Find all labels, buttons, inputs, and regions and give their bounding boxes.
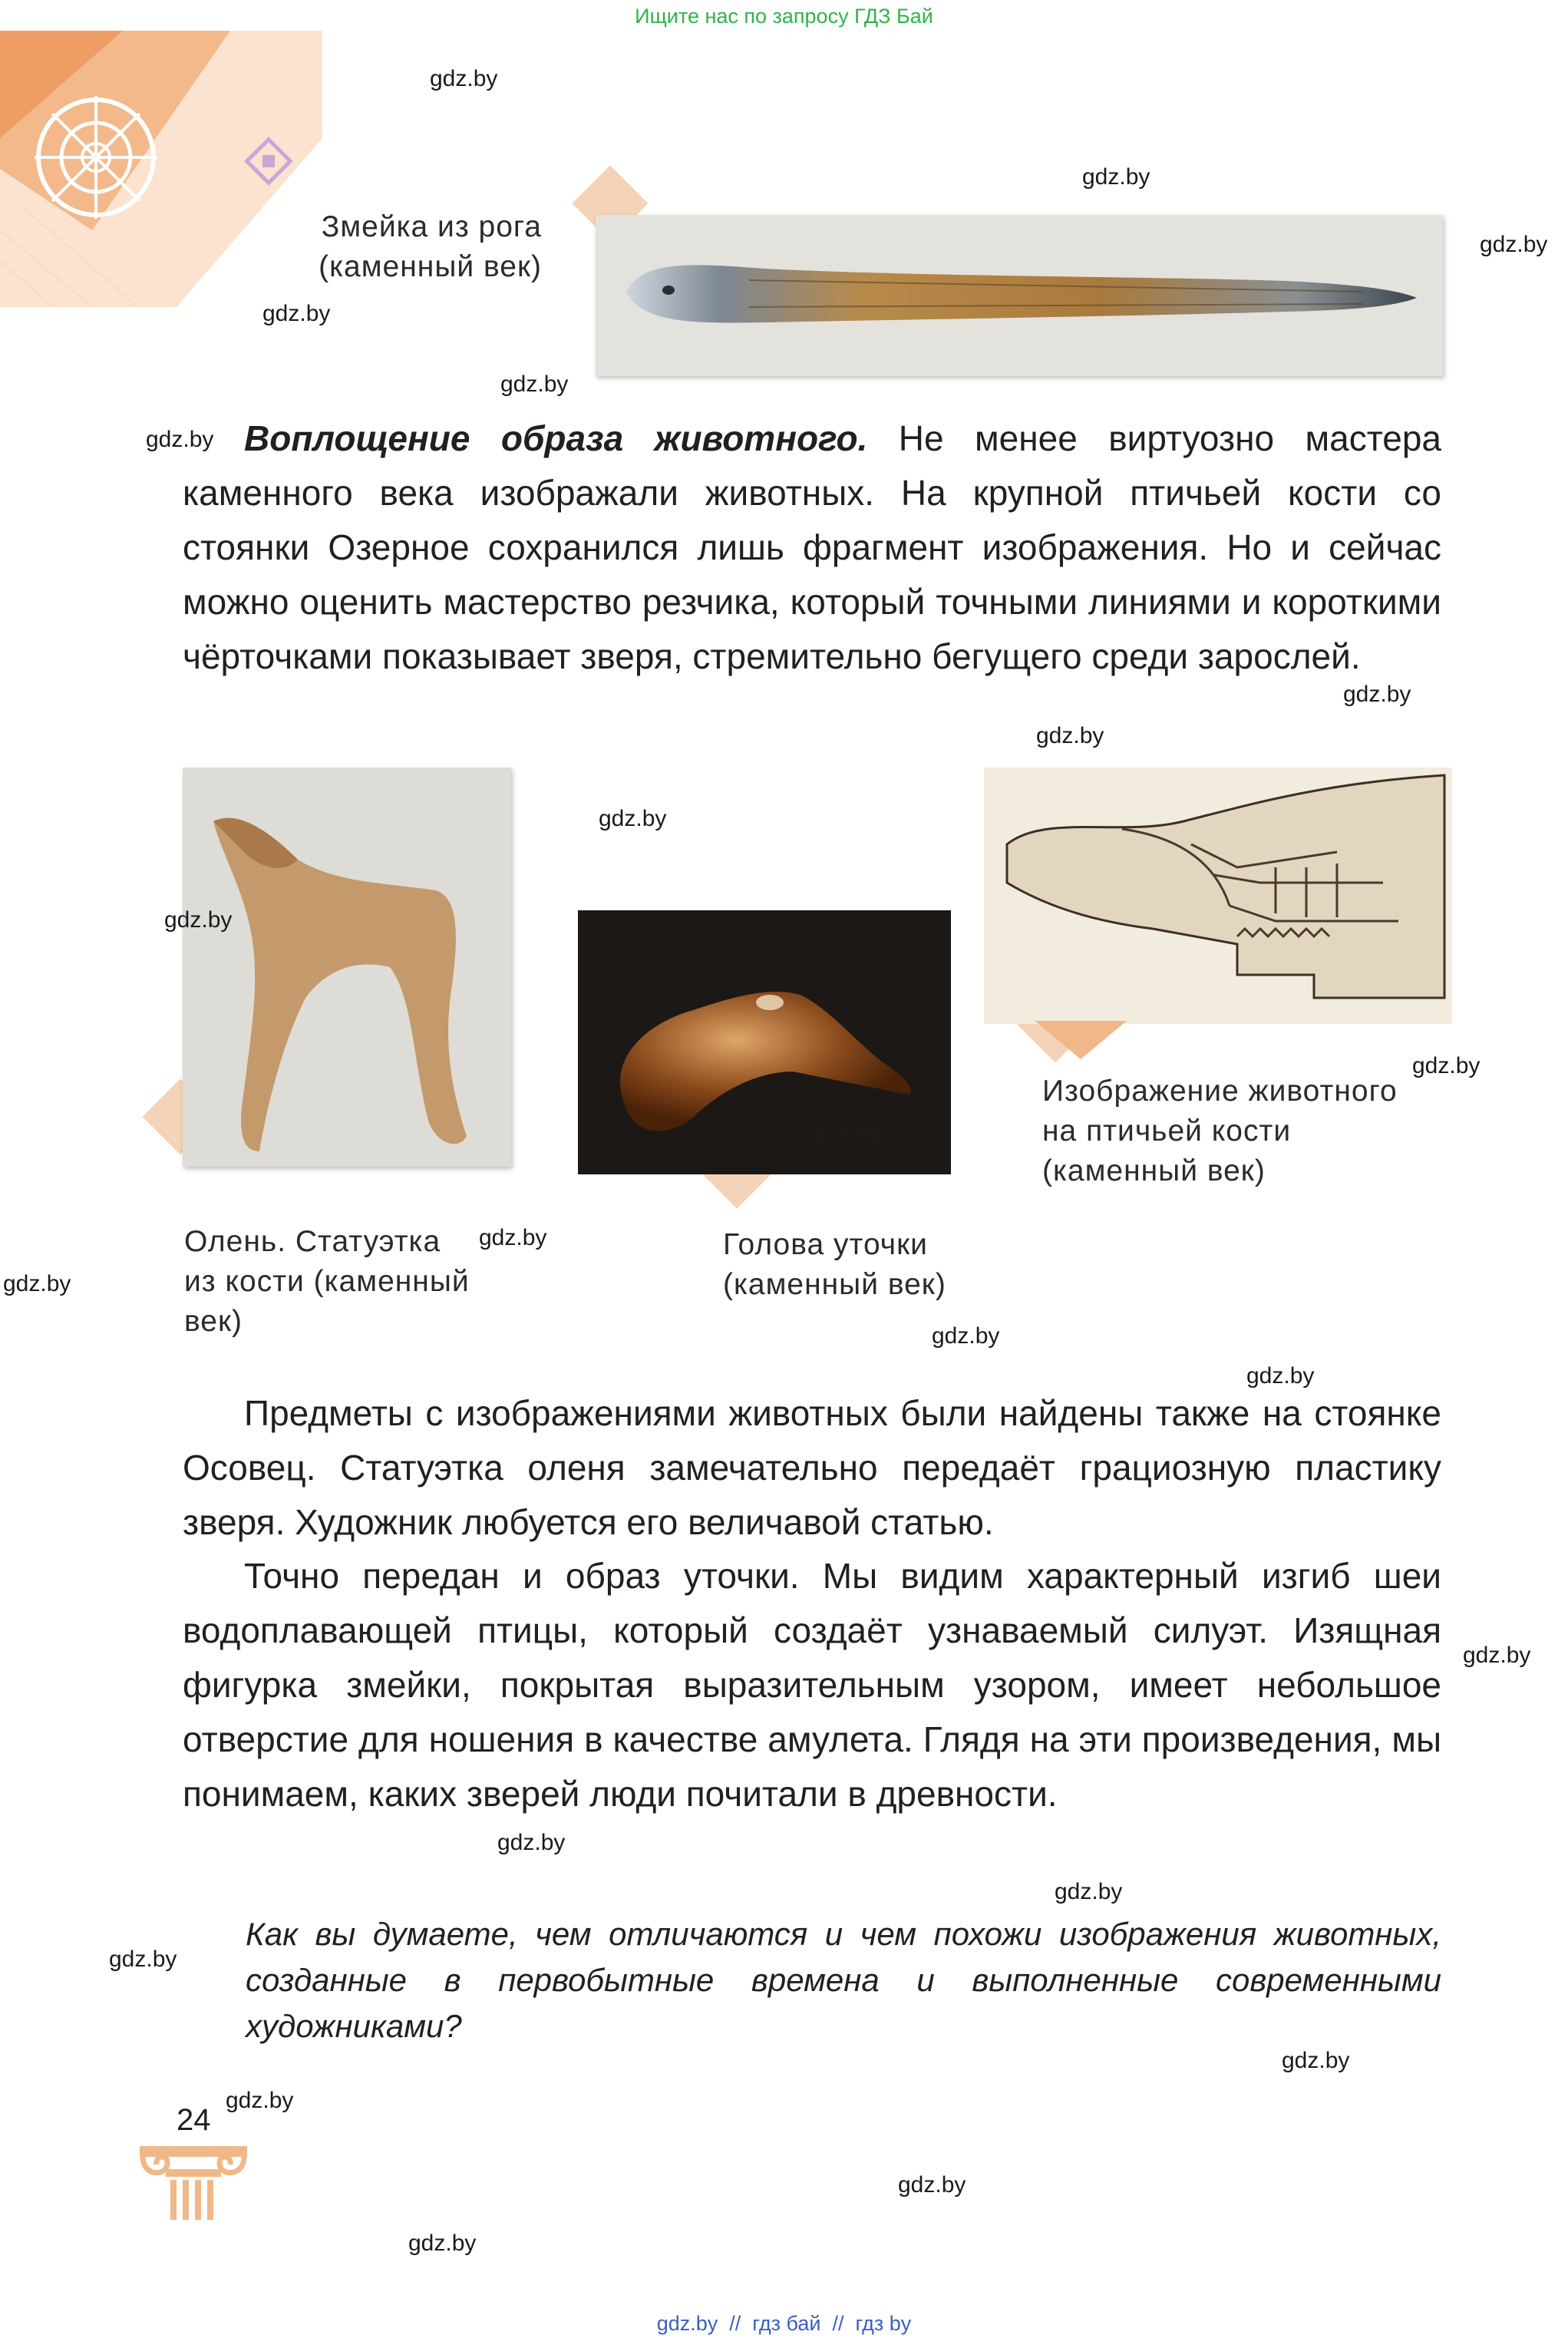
caption-line: Олень. Статуэтка	[184, 1225, 441, 1258]
watermark: gdz.by	[1463, 1643, 1531, 1668]
watermark: gdz.by	[1282, 2048, 1350, 2073]
deer-photo	[183, 768, 511, 1167]
watermark: gdz.by	[1036, 723, 1104, 748]
shell-ornament-icon	[0, 31, 322, 307]
paragraph-intro	[183, 411, 1441, 684]
deer-caption	[184, 1222, 507, 1342]
top-banner[interactable]: Ищите нас по запросу ГДЗ Бай	[635, 5, 933, 28]
watermark: gdz.by	[500, 372, 569, 397]
watermark: gdz.by	[109, 1947, 177, 1972]
watermark: gdz.by	[898, 2172, 966, 2198]
paragraph-text: Не менее виртуозно мастера каменного века изображали животных. На крупной птичьей кости со стоянки Озерное сохранился лишь фрагмент изображения. Но и сейчас можно оценить мастерство резчика, который точными линиями и короткими чёрточками показывает зверя, стремительно бегущего среди зарослей.	[183, 418, 1442, 676]
question-text: Как вы думаете, чем отличаются и чем похожи изображения животных, созданные в первобытные времена и выполненные современными художниками?	[246, 1916, 1441, 2044]
duck-photo	[578, 910, 951, 1174]
caption-line: на птичьей кости	[1042, 1115, 1292, 1148]
footer-links[interactable]: gdz.by // гдз бай // гдз by	[656, 2312, 912, 2335]
watermark: gdz.by	[430, 66, 498, 91]
watermark: gdz.by	[814, 1121, 882, 1146]
watermark: gdz.by	[164, 907, 233, 933]
caption-line: (каменный век)	[1042, 1154, 1266, 1187]
animal-bone-photo	[984, 768, 1452, 1024]
caption-line: (каменный век)	[723, 1268, 946, 1301]
watermark: gdz.by	[408, 2231, 477, 2256]
watermark: gdz.by	[226, 2088, 294, 2113]
caption-line: век)	[184, 1305, 243, 1338]
page-number: 24	[177, 2103, 211, 2137]
watermark: gdz.by	[1412, 1053, 1481, 1078]
caption-line: Изображение животного	[1042, 1075, 1398, 1108]
caption-line: Змейка из рога	[321, 210, 542, 243]
caption-line: Голова уточки	[723, 1228, 928, 1261]
corner-ornament	[0, 31, 322, 307]
caption-line: (каменный век)	[319, 250, 542, 283]
section-heading: Воплощение образа животного.	[244, 418, 868, 458]
watermark: gdz.by	[1055, 1879, 1123, 1904]
paragraph-osovets: Предметы с изображениями животных были найдены также на стоянке Осовец. Статуэтка оленя замечательно передаёт грациозную пластику зверя. Художник любуется его величавой статью.	[183, 1393, 1441, 1542]
watermark: gdz.by	[3, 1271, 71, 1296]
animal-caption	[1042, 1072, 1441, 1191]
watermark: gdz.by	[932, 1323, 1000, 1349]
caption-line: из кости (каменный	[184, 1265, 470, 1298]
watermark: gdz.by	[1246, 1363, 1315, 1389]
watermark: gdz.by	[479, 1225, 547, 1250]
watermark: gdz.by	[262, 301, 331, 326]
watermark: gdz.by	[497, 1830, 566, 1855]
watermark: gdz.by	[1480, 232, 1548, 257]
paragraph-duck: Точно передан и образ уточки. Мы видим характерный изгиб шеи водоплавающей птицы, который создаёт узнаваемый силуэт. Изящная фигурка змейки, покрытая выразительным узором, имеет небольшое отверстие для ношения в качестве амулета. Глядя на эти произведения, мы понимаем, каких зверей люди почитали в древности.	[183, 1556, 1441, 1814]
duck-caption	[723, 1225, 1045, 1305]
watermark: gdz.by	[1082, 164, 1150, 190]
decor-triangle	[1035, 1021, 1127, 1059]
watermark: gdz.by	[146, 427, 214, 452]
snake-photo	[596, 215, 1443, 376]
watermark: gdz.by	[599, 806, 667, 831]
snake-caption	[307, 207, 542, 287]
watermark: gdz.by	[1343, 682, 1411, 707]
column-capital-icon	[140, 2146, 247, 2224]
